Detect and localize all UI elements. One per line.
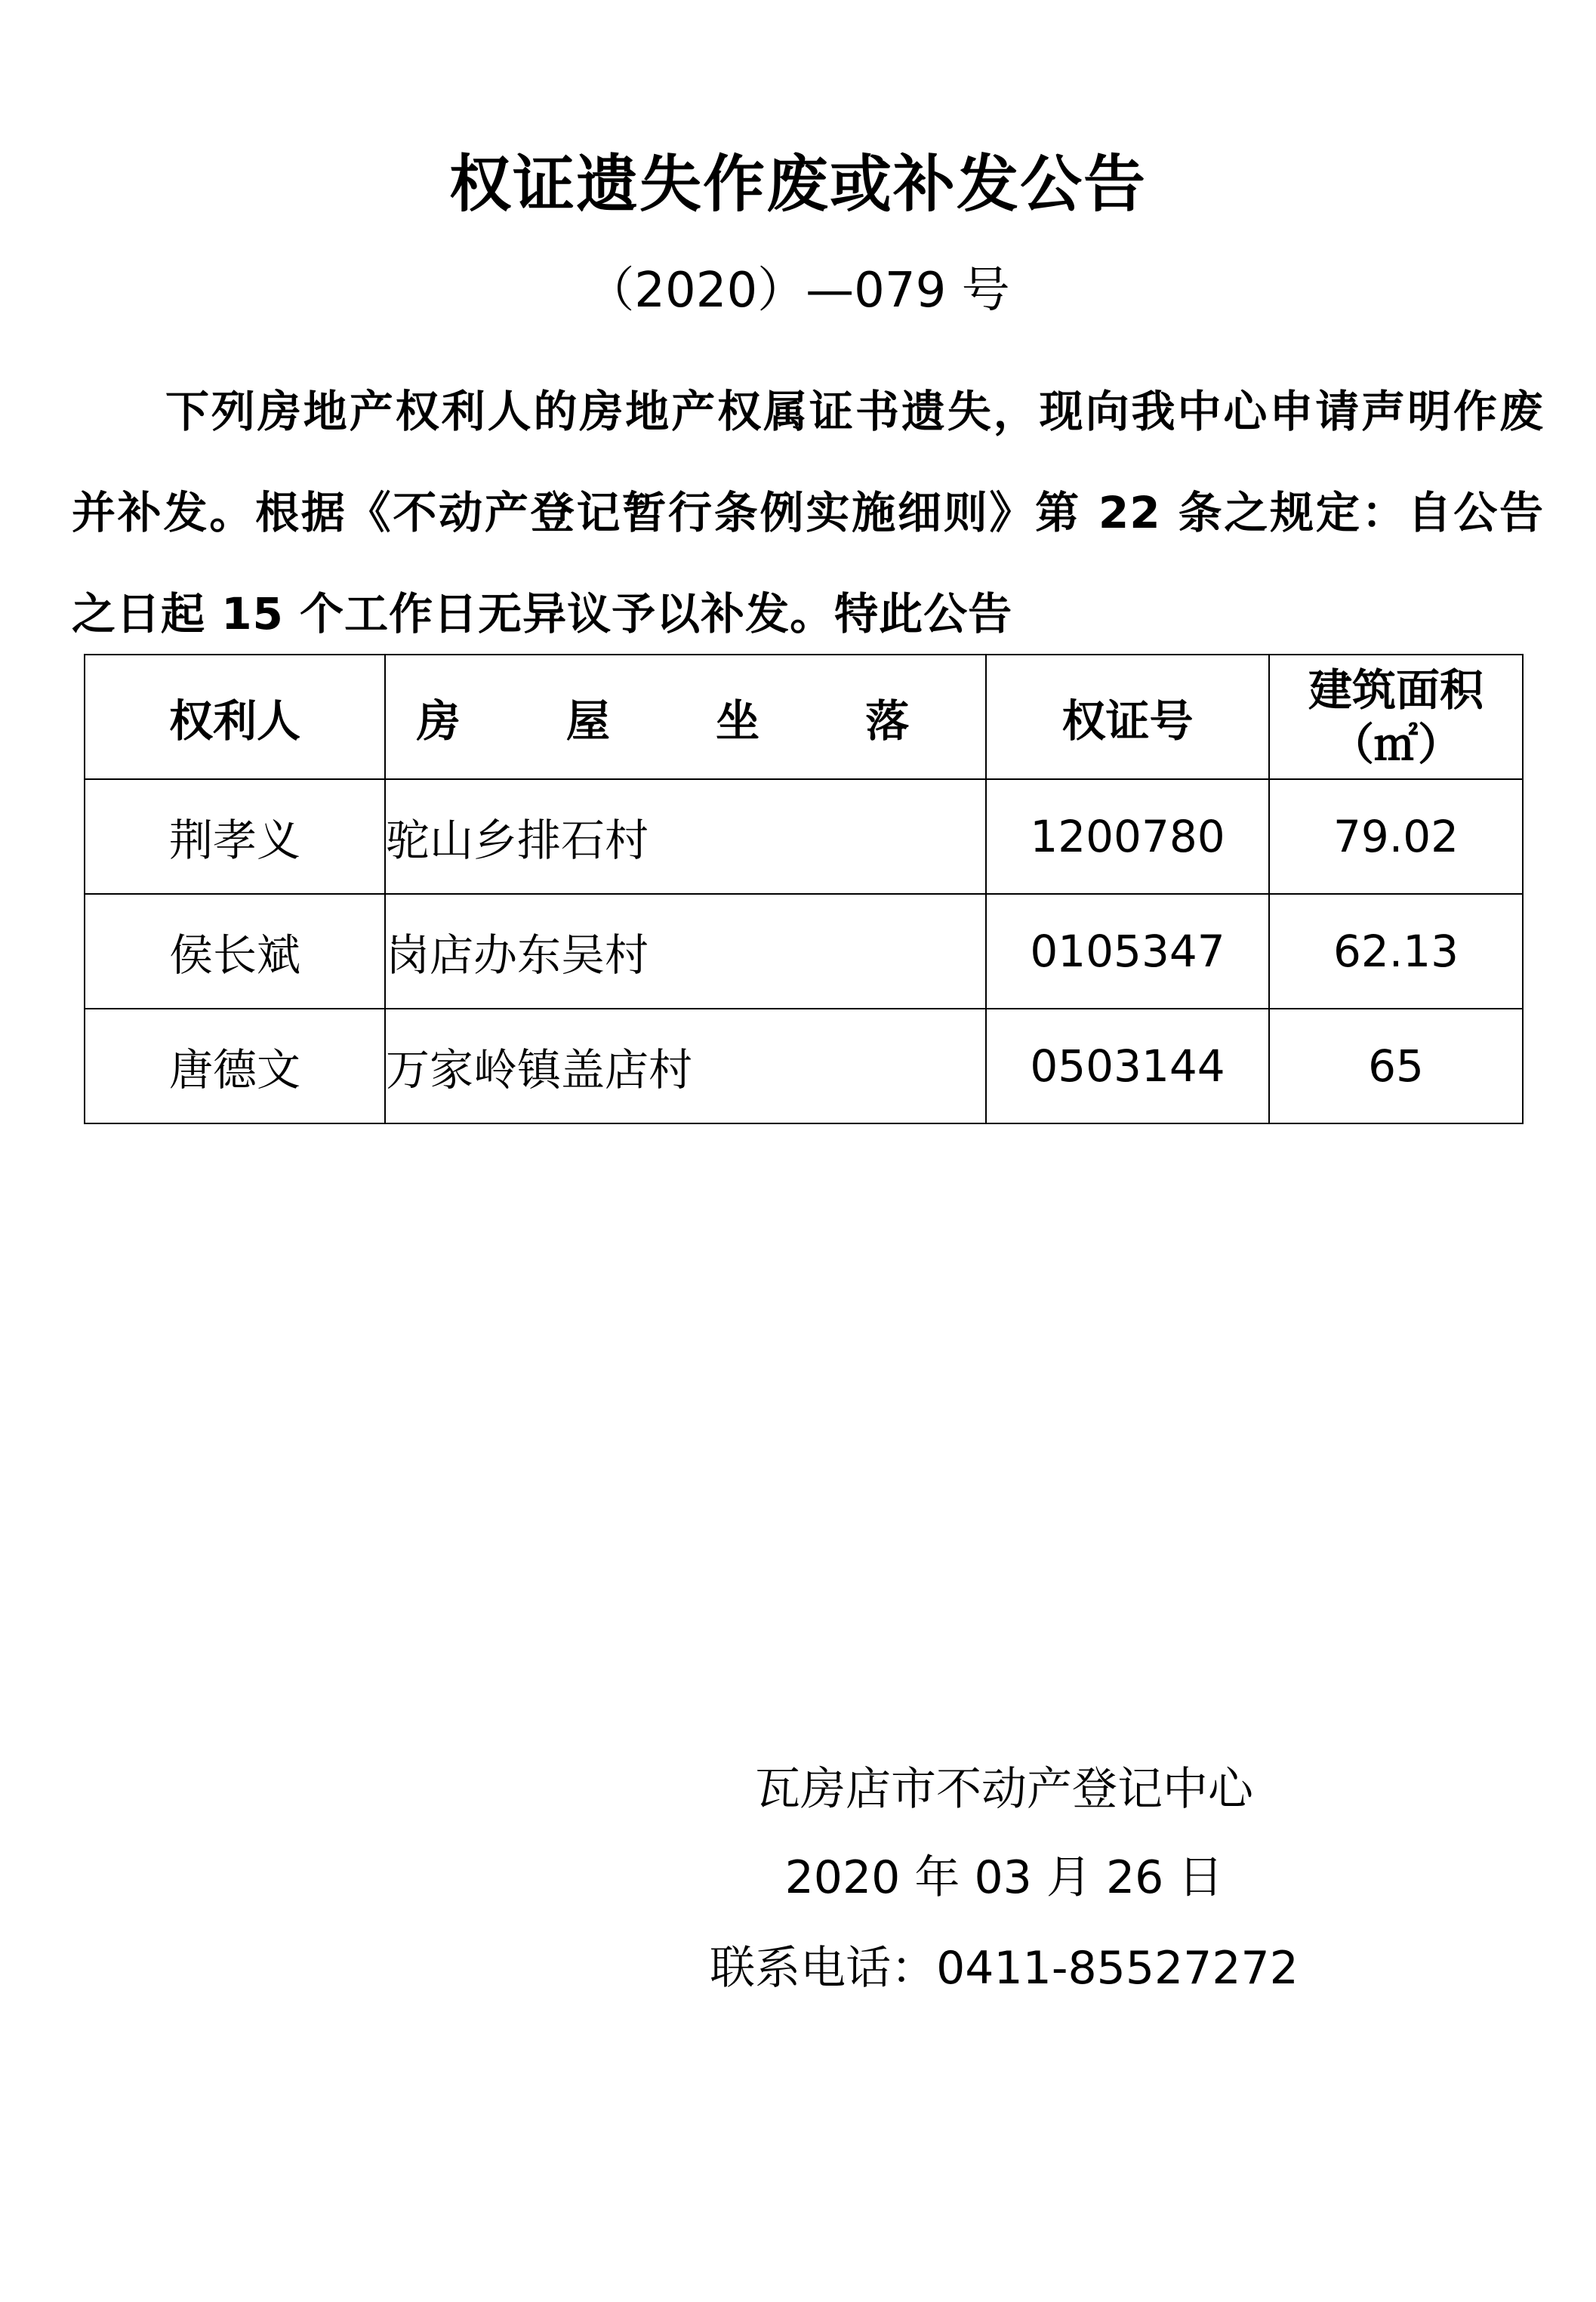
issue-date: 2020 年 03 月 26 日 (784, 1851, 1224, 1904)
cell-owner: 唐德文 (85, 1009, 385, 1123)
issuer-name: 瓦房店市不动产登记中心 (755, 1763, 1253, 1816)
cell-location: 岗店办东吴村 (385, 894, 986, 1009)
table-row (85, 779, 1523, 894)
page-title: 权证遗失作废或补发公告 (448, 149, 1147, 220)
header-certificate: 权证号 (986, 655, 1269, 779)
cell-certificate: 1200780 (986, 779, 1269, 894)
cell-area: 79.02 (1269, 779, 1523, 894)
records-table (84, 654, 1524, 1124)
table-row (85, 894, 1523, 1009)
cell-owner: 侯长斌 (85, 894, 385, 1009)
cell-area: 62.13 (1269, 894, 1523, 1009)
header-area-label: 建筑面积 (1308, 664, 1484, 716)
table-row (85, 1009, 1523, 1123)
cell-owner: 荆孝义 (85, 779, 385, 894)
header-location (385, 655, 986, 779)
cell-location: 万家岭镇盖店村 (385, 1009, 986, 1123)
cell-certificate: 0105347 (986, 894, 1269, 1009)
table-header-row (85, 655, 1523, 779)
contact-phone: 联系电话：0411-85527272 (710, 1942, 1299, 1995)
notice-body: 下列房地产权利人的房地产权属证书遗失，现向我中心申请声明作废并补发。根据《不动产登记暂行条例实施细则》第 22 条之规定：自公告之日起 15 个工作日无异议予以补发。特此公告 (72, 386, 1544, 639)
notice-number: （2020）—079 号 (586, 263, 1010, 319)
header-area-unit: （㎡） (1329, 718, 1462, 770)
cell-location: 驼山乡排石村 (385, 779, 986, 894)
header-area (1269, 655, 1523, 779)
header-location-label: 房 屋 坐 落 (416, 695, 955, 747)
cell-certificate: 0503144 (986, 1009, 1269, 1123)
cell-area: 65 (1269, 1009, 1523, 1123)
header-owner: 权利人 (85, 655, 385, 779)
